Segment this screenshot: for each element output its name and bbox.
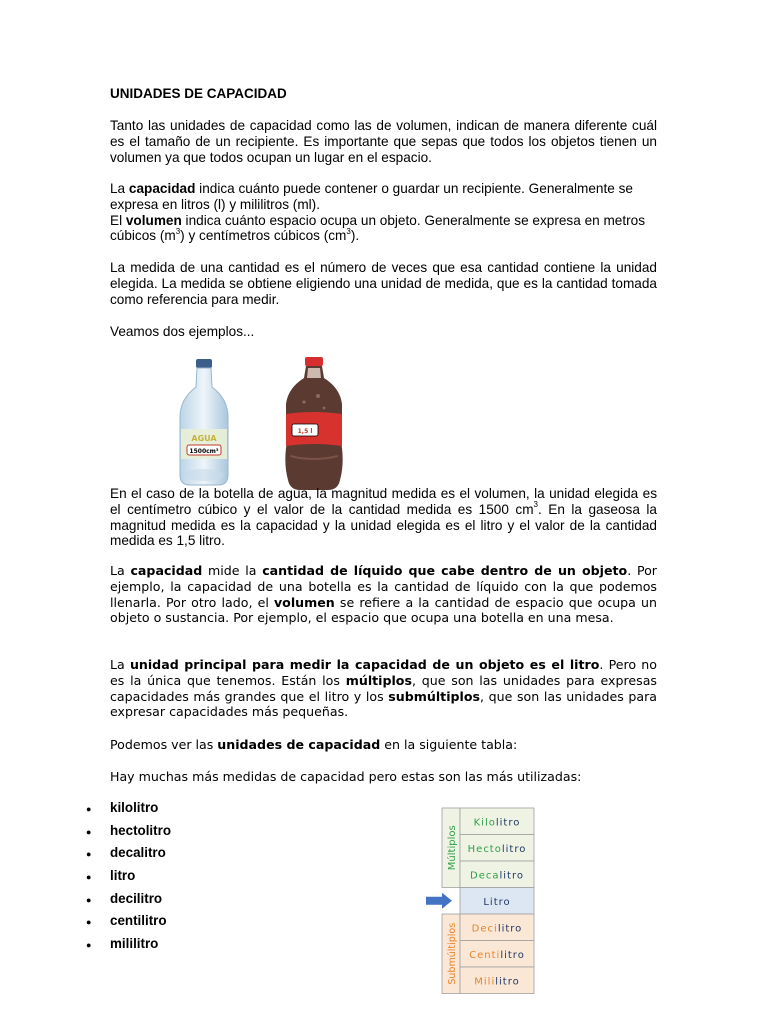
water-label: AGUA bbox=[191, 434, 217, 443]
bullet-icon: ● bbox=[86, 872, 92, 883]
capacity-definition-paragraph: La capacidad mide la cantidad de líquido que cabe dentro de un objeto. Por ejemplo, la capacidad de una botella es la cantidad de líquido con la que podemos llenarla. Por otro lado, el volumen se refiere a la cantidad de espacio que ocupa un objeto o sustancia. Por ejemplo, el espacio que ocupa una botella en una mesa. bbox=[110, 563, 657, 626]
intro-paragraph: Tanto las unidades de capacidad como las de volumen, indican de manera diferente cuál es el tamaño de un recipiente. Es importante que sepas que todos los objetos tienen un volumen ya que todos ocupan un lugar en el espacio. bbox=[110, 118, 657, 165]
volumen-term: volumen bbox=[125, 212, 182, 228]
water-bottle-image bbox=[176, 357, 232, 487]
page-title: UNIDADES DE CAPACIDAD bbox=[110, 86, 287, 101]
measure-paragraph: La medida de una cantidad es el número de veces que esa cantidad contiene la unidad elegida. La medida se obtiene eligiendo una unidad de medida, que es la cantidad tomada como referencia para medir. bbox=[110, 260, 657, 307]
bullet-icon: ● bbox=[86, 894, 92, 905]
bullet-icon: ● bbox=[86, 940, 92, 951]
unit-name: Mililitro bbox=[474, 976, 520, 988]
unit-name: Centilitro bbox=[469, 949, 525, 961]
examples-intro: Veamos dos ejemplos... bbox=[110, 324, 255, 339]
unit-name: Hectolitro bbox=[467, 843, 527, 855]
soda-bottle-image bbox=[278, 356, 350, 492]
bullet-icon: ● bbox=[86, 849, 92, 860]
bullet-icon: ● bbox=[86, 826, 92, 837]
arrow-right-icon bbox=[426, 893, 452, 909]
list-intro-paragraph: Hay muchas más medidas de capacidad pero estas son las más utilizadas: bbox=[110, 769, 582, 784]
list-item-label: hectolitro bbox=[110, 822, 172, 838]
list-item-label: mililitro bbox=[110, 936, 159, 952]
list-item-label: kilolitro bbox=[110, 800, 159, 815]
unit-name: Kilolitro bbox=[473, 817, 521, 829]
water-volume-label: 1500cm³ bbox=[189, 448, 219, 455]
capacidad-term: capacidad bbox=[128, 181, 196, 196]
unit-name: Litro bbox=[483, 896, 511, 908]
example-explanation-paragraph: En el caso de la botella de agua, la magnitud medida es el volumen, la unidad elegida es el centímetro cúbico y el valor de la cantidad medida es 1500 $cm^3$. En la gaseosa la magnitud medida es la capacidad y la unidad elegida es el litro y el valor de la cantidad medida es 1,5 litro. bbox=[110, 486, 657, 549]
bullet-icon: ● bbox=[86, 804, 92, 814]
list-item-label: centilitro bbox=[110, 913, 167, 929]
list-item-label: decalitro bbox=[110, 845, 166, 861]
capacity-volume-paragraph: La capacidad indica cuánto puede contener o guardar un recipiente. Generalmente se expresa en litros (l) y mililitros (ml). El volumen indica cuánto espacio ocupa un objeto. Generalmente se expresa en metros cúbicos $(m^3)$ y centímetros cúbicos $(cm^3)$. bbox=[110, 181, 646, 244]
bullet-icon: ● bbox=[86, 917, 92, 928]
list-item-label: decilitro bbox=[110, 890, 163, 906]
main-unit-paragraph: La unidad principal para medir la capacidad de un objeto es el litro. Pero no es la única que tenemos. Están los múltiplos, que son las unidades para expresas capacidades más grandes que el litro y los submúltiplos, que son las unidades para expresar capacidades más pequeñas. bbox=[110, 657, 657, 720]
table-intro-paragraph: Podemos ver las unidades de capacidad en la siguiente tabla: bbox=[110, 737, 518, 752]
soda-label: 1,5 l bbox=[297, 428, 313, 435]
list-item-label: litro bbox=[110, 868, 136, 884]
unit-name: Decilitro bbox=[471, 923, 523, 935]
submultiples-label: Submúltiplos bbox=[447, 922, 458, 985]
multiples-label: Múltiplos bbox=[447, 825, 458, 871]
unit-name: Decalitro bbox=[470, 870, 524, 882]
capacity-units-table bbox=[424, 806, 540, 998]
